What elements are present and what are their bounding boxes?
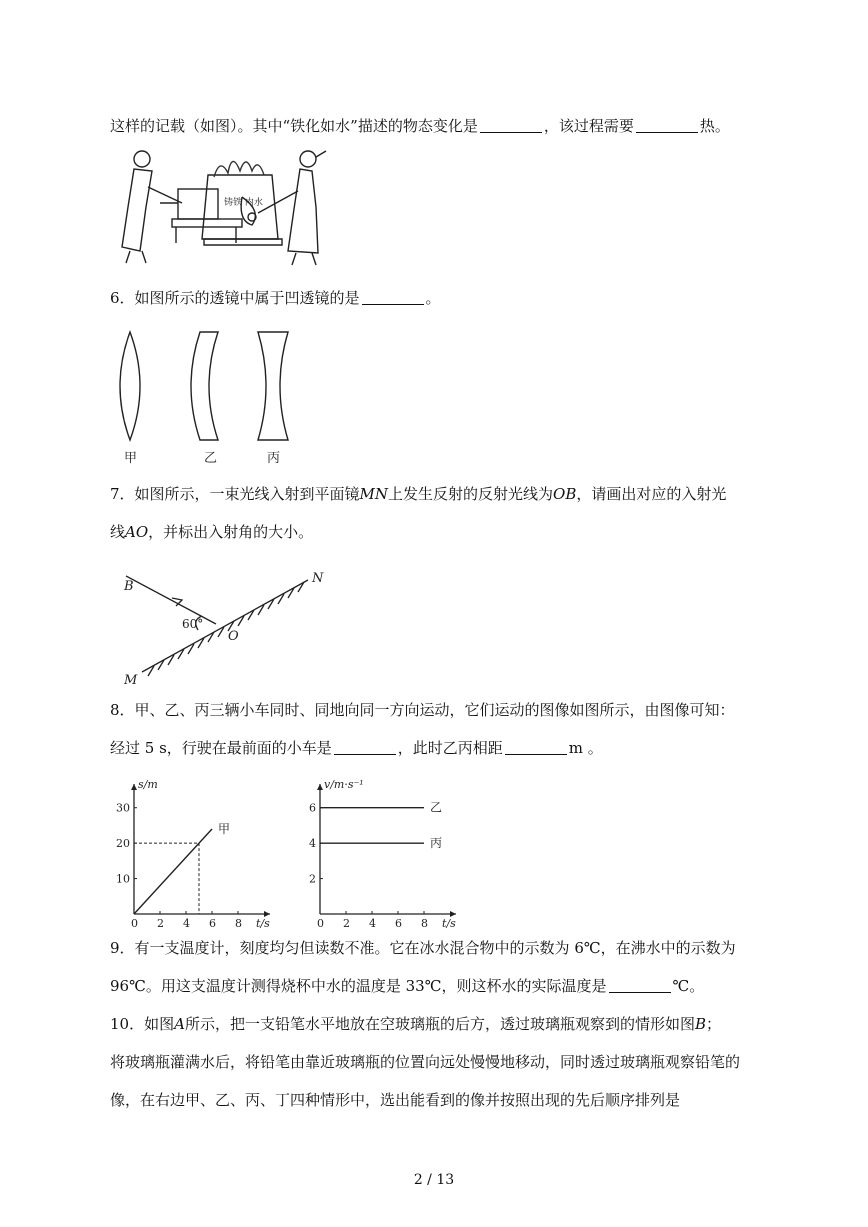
page-number: 2 / 13 [413,1172,455,1188]
q7-text-line2: 线AO，并标出入射角的大小。 [110,523,314,541]
q8-text-line1: 8．甲、乙、丙三辆小车同时、同地向同一方向运动，它们运动的图像如图所示，由图像可知： [110,701,735,719]
point-o-label: O [228,629,239,644]
concave-lens-shape [258,332,288,440]
q10-text-line2: 将玻璃瓶灌满水后，将铅笔由靠近玻璃瓶的位置向远处慢慢地移动，同时透过玻璃瓶观察铅笔的 [110,1053,741,1071]
q9-text-line2: 96℃。用这支温度计测得烧杯中水的温度是 33℃，则这杯水的实际温度是 ℃。 [110,977,705,995]
vessel-label: 铸铁 内水 [224,198,263,208]
angle-label: 60° [182,617,204,631]
series-line [134,829,212,914]
x-tick-label: 2 [343,917,350,928]
x-tick-label: 8 [235,917,242,928]
q6-text: 6．如图所示的透镜中属于凹透镜的是 。 [110,289,441,307]
y-tick-label: 4 [309,837,316,851]
series-label: 甲 [218,821,231,836]
answer-blank[interactable] [334,740,396,755]
y-axis-arrow [131,784,137,790]
answer-blank[interactable] [609,978,671,993]
x-axis-label: t/s [442,917,456,928]
answer-blank[interactable] [505,740,567,755]
q8-text-line2: 经过 5 s，行驶在最前面的小车是 ，此时乙丙相距 m 。 [110,739,603,757]
v-t-chart [296,778,476,928]
q9-text-line1: 9．有一支温度计，刻度均匀但读数不准。它在冰水混合物中的示数为 6℃，在沸水中的示数为 [110,939,736,957]
y-tick-label: 20 [116,837,130,851]
y-axis-arrow [317,784,323,790]
iron-casting-illustration [112,147,348,269]
x-tick-label: 6 [209,917,216,928]
point-b-label: B [124,579,134,594]
x-tick-label: 0 [131,917,138,928]
mirror-hatching [148,582,304,676]
lens-figure [112,326,312,468]
y-axis-label: v/m·s⁻¹ [324,778,364,791]
x-tick-label: 2 [157,917,164,928]
y-tick-label: 10 [116,872,130,886]
point-m-label: M [124,673,138,688]
mirror-figure [112,560,332,690]
series-label: 丙 [430,836,443,851]
label-jia: 甲 [124,451,138,466]
series-label: 乙 [430,800,443,815]
x-tick-label: 4 [183,917,190,928]
x-tick-label: 4 [369,917,376,928]
convex-lens-shape [120,332,140,440]
label-yi: 乙 [204,451,218,466]
y-axis-label: s/m [138,778,158,791]
x-tick-label: 6 [395,917,402,928]
q5-text: 这样的记载（如图）。其中“铁化如水”描述的物态变化是 ，该过程需要 热。 [110,117,730,135]
x-axis-label: t/s [256,917,270,928]
q10-text-line1: 10．如图A所示，把一支铅笔水平地放在空玻璃瓶的后方，透过玻璃瓶观察到的情形如图B； [110,1015,721,1033]
q7-text-line1: 7．如图所示，一束光线入射到平面镜MN上发生反射的反射光线为OB，请画出对应的入射光 [110,485,727,503]
y-tick-label: 6 [309,801,316,815]
meniscus-lens-shape [191,332,218,440]
mirror-line [142,580,308,672]
x-tick-label: 0 [317,917,324,928]
q10-text-line3: 像，在右边甲、乙、丙、丁四种情形中，选出能看到的像并按照出现的先后顺序排列是 [110,1091,681,1109]
answer-blank[interactable] [636,118,698,133]
x-tick-label: 8 [421,917,428,928]
answer-blank[interactable] [362,290,424,305]
s-t-chart [110,778,290,928]
y-tick-label: 30 [116,801,130,815]
point-n-label: N [312,571,324,586]
label-bing: 丙 [267,451,281,466]
answer-blank[interactable] [480,118,542,133]
y-tick-label: 2 [309,872,316,886]
